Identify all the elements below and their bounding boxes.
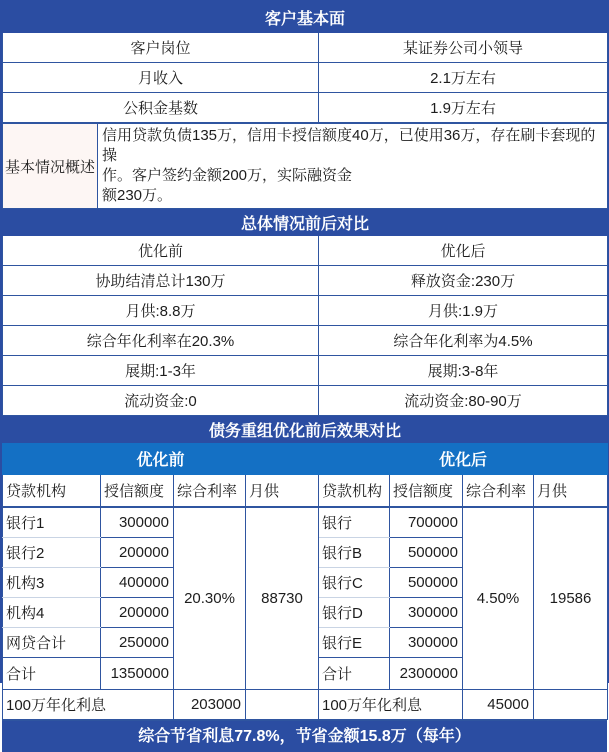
before-amount: 250000 — [101, 628, 174, 658]
overall-after: 释放资金:230万 — [319, 266, 608, 296]
overall-col-after: 优化后 — [319, 236, 608, 266]
before-interest-label: 100万年化利息 — [3, 690, 174, 720]
overview-line: 额230万。 — [102, 187, 173, 204]
before-org: 银行2 — [3, 538, 101, 568]
after-org: 银行D — [319, 598, 390, 628]
overall-after: 综合年化利率为4.5% — [319, 326, 608, 356]
after-interest-value: 45000 — [463, 690, 534, 720]
before-rate: 20.30% — [174, 507, 246, 690]
overview-line: 信用贷款负债135万，信用卡授信额度40万，已使用36万，存在刷卡套现的操 — [102, 127, 596, 164]
overall-after: 展期:3-8年 — [319, 356, 608, 386]
after-org: 银行 — [319, 507, 390, 538]
after-org: 银行C — [319, 568, 390, 598]
col-header-org: 贷款机构 — [319, 475, 390, 508]
col-header-amount: 授信额度 — [101, 475, 174, 508]
col-header-amount: 授信额度 — [390, 475, 463, 508]
after-org-total: 合计 — [319, 658, 390, 690]
before-org: 机构4 — [3, 598, 101, 628]
basic-row-value: 某证券公司小领导 — [319, 33, 608, 63]
before-org: 银行1 — [3, 507, 101, 538]
section-title-customer-basics: 客户基本面 — [3, 3, 608, 33]
restructure-table — [2, 416, 608, 720]
overall-before: 协助结清总计130万 — [3, 266, 319, 296]
before-org-total: 合计 — [3, 658, 101, 690]
overall-col-before: 优化前 — [3, 236, 319, 266]
basic-row-label: 公积金基数 — [3, 93, 319, 123]
after-amount: 300000 — [390, 598, 463, 628]
basic-row-value: 2.1万左右 — [319, 63, 608, 93]
before-amount: 200000 — [101, 538, 174, 568]
restructure-after-label: 优化后 — [319, 443, 608, 475]
before-amount: 300000 — [101, 507, 174, 538]
col-header-org: 贷款机构 — [3, 475, 101, 508]
col-header-rate: 综合利率 — [463, 475, 534, 508]
after-monthly: 19586 — [534, 507, 608, 690]
empty-cell — [534, 690, 608, 720]
basic-row-value: 1.9万左右 — [319, 93, 608, 123]
after-rate: 4.50% — [463, 507, 534, 690]
after-amount: 300000 — [390, 628, 463, 658]
basic-row-label: 月收入 — [3, 63, 319, 93]
after-interest-label: 100万年化利息 — [319, 690, 463, 720]
col-header-monthly: 月供 — [534, 475, 608, 508]
after-org: 银行B — [319, 538, 390, 568]
after-amount-total: 2300000 — [390, 658, 463, 690]
overview-text — [98, 124, 608, 209]
after-amount: 700000 — [390, 507, 463, 538]
basic-row-label: 客户岗位 — [3, 33, 319, 63]
before-org: 机构3 — [3, 568, 101, 598]
overall-before: 月供:8.8万 — [3, 296, 319, 326]
before-amount-total: 1350000 — [101, 658, 174, 690]
col-header-monthly: 月供 — [246, 475, 319, 508]
before-interest-value: 203000 — [174, 690, 246, 720]
before-org: 网贷合计 — [3, 628, 101, 658]
section-title-overall: 总体情况前后对比 — [3, 210, 608, 236]
before-amount: 400000 — [101, 568, 174, 598]
overall-before: 流动资金:0 — [3, 386, 319, 416]
col-header-rate: 综合利率 — [174, 475, 246, 508]
overall-before: 展期:1-3年 — [3, 356, 319, 386]
customer-basics-table — [2, 2, 608, 123]
after-amount: 500000 — [390, 568, 463, 598]
overall-after: 流动资金:80-90万 — [319, 386, 608, 416]
after-org: 银行E — [319, 628, 390, 658]
overall-after: 月供:1.9万 — [319, 296, 608, 326]
empty-cell — [246, 690, 319, 720]
before-amount: 200000 — [101, 598, 174, 628]
savings-summary: 综合节省利息77.8%，节省金额15.8万（每年） — [2, 720, 607, 752]
after-amount: 500000 — [390, 538, 463, 568]
overview-table — [2, 123, 608, 209]
restructure-before-label: 优化前 — [3, 443, 319, 475]
overall-comparison-table — [2, 209, 608, 416]
overview-line: 作。客户签约金额200万，实际融资金 — [102, 167, 353, 184]
overall-before: 综合年化利率在20.3% — [3, 326, 319, 356]
section-title-restructure: 债务重组优化前后效果对比 — [3, 417, 608, 443]
overview-label: 基本情况概述 — [3, 124, 98, 209]
before-monthly: 88730 — [246, 507, 319, 690]
